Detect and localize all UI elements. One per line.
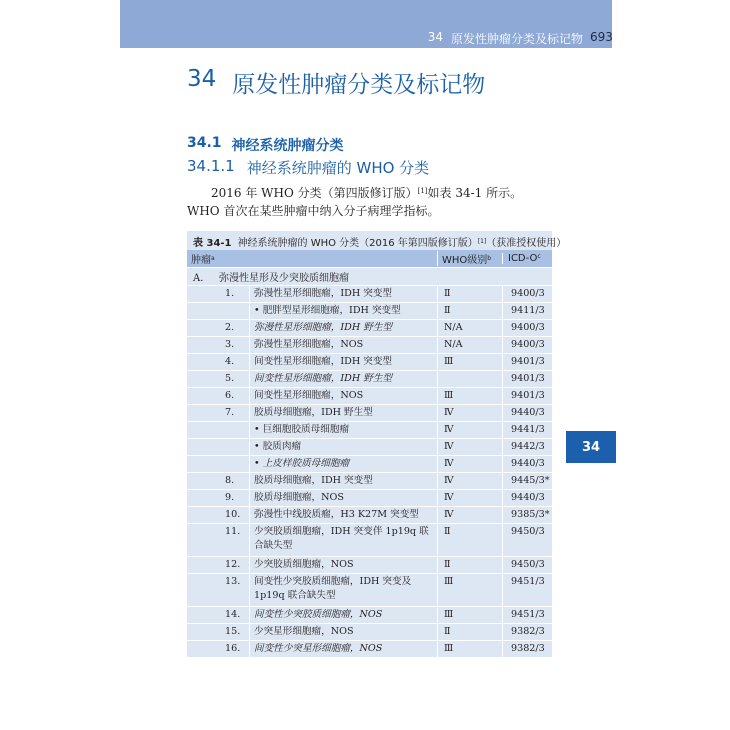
- row-number: 14.: [219, 607, 249, 623]
- chapter-side-tab: 34: [566, 431, 616, 463]
- chapter-title: [187, 66, 485, 99]
- row-number: 7.: [219, 405, 249, 421]
- section-text: 神经系统肿瘤分类: [231, 138, 344, 154]
- row-tumor-name: 少突胶质细胞瘤，IDH 突变伴 1p19q 联合缺失型: [249, 524, 437, 556]
- table-group-row: [187, 268, 552, 286]
- row-number: 1.: [219, 286, 249, 302]
- table-caption-label: 表 34-1: [193, 238, 232, 249]
- row-icd-code: 9440/3: [502, 405, 552, 421]
- row-indent: [187, 320, 219, 336]
- header-grade: WHO级别$^b$: [437, 251, 502, 266]
- header-icd: ICD-$O^c$: [502, 253, 552, 264]
- row-icd-code: 9442/3: [502, 439, 552, 455]
- row-who-grade: Ⅲ: [437, 388, 502, 404]
- row-number: [219, 303, 249, 319]
- chapter-title-text: 原发性肿瘤分类及标记物: [232, 72, 486, 98]
- group-letter: A．: [193, 273, 211, 284]
- row-tumor-name: 间变性星形细胞瘤，IDH 野生型: [249, 371, 437, 387]
- row-who-grade: N/A: [437, 320, 502, 336]
- row-who-grade: N/A: [437, 337, 502, 353]
- row-number: 2.: [219, 320, 249, 336]
- row-indent: [187, 574, 219, 606]
- row-who-grade: Ⅳ: [437, 422, 502, 438]
- running-header: [428, 30, 583, 47]
- row-icd-code: 9441/3: [502, 422, 552, 438]
- table-header: [187, 250, 552, 268]
- row-number: 12.: [219, 557, 249, 573]
- row-who-grade: Ⅳ: [437, 507, 502, 523]
- row-number: 9.: [219, 490, 249, 506]
- header-chapter-name: 原发性肿瘤分类及标记物: [450, 32, 583, 46]
- row-icd-code: 9440/3: [502, 456, 552, 472]
- paragraph-after: 如表 34-1 所示。WHO 首次在某些肿瘤中纳入分子病理学指标。: [187, 186, 523, 218]
- row-who-grade: Ⅱ: [437, 286, 502, 302]
- row-icd-code: 9401/3: [502, 371, 552, 387]
- table-row: [187, 507, 552, 524]
- row-tumor-name: • 巨细胞胶质母细胞瘤: [249, 422, 437, 438]
- subsection-text: 神经系统肿瘤的 WHO 分类: [246, 159, 430, 177]
- row-tumor-name: 间变性少突星形细胞瘤，NOS: [249, 641, 437, 657]
- row-who-grade: Ⅱ: [437, 303, 502, 319]
- row-indent: [187, 557, 219, 573]
- row-icd-code: 9385/3*: [502, 507, 552, 523]
- row-indent: [187, 286, 219, 302]
- row-who-grade: Ⅳ: [437, 473, 502, 489]
- table-row: [187, 337, 552, 354]
- section-heading: [187, 135, 344, 155]
- table-row: [187, 456, 552, 473]
- table-row: [187, 405, 552, 422]
- row-tumor-name: 间变性少突胶质细胞瘤，IDH 突变及 1p19q 联合缺失型: [249, 574, 437, 606]
- row-who-grade: Ⅳ: [437, 405, 502, 421]
- table-row: [187, 388, 552, 405]
- header-tumor: 肿瘤$^a$: [191, 255, 215, 266]
- row-who-grade: Ⅳ: [437, 456, 502, 472]
- row-indent: [187, 354, 219, 370]
- row-tumor-name: 少突胶质细胞瘤，NOS: [249, 557, 437, 573]
- row-icd-code: 9382/3: [502, 641, 552, 657]
- row-who-grade: [437, 371, 502, 387]
- row-icd-code: 9401/3: [502, 354, 552, 370]
- row-indent: [187, 641, 219, 657]
- row-who-grade: Ⅱ: [437, 557, 502, 573]
- row-number: 10.: [219, 507, 249, 523]
- row-tumor-name: 弥漫性星形细胞瘤，IDH 突变型: [249, 286, 437, 302]
- row-indent: [187, 388, 219, 404]
- row-tumor-name: 间变性星形细胞瘤，IDH 突变型: [249, 354, 437, 370]
- table-row: [187, 439, 552, 456]
- row-tumor-name: • 肥胖型星形细胞瘤，IDH 突变型: [249, 303, 437, 319]
- paragraph-ref: [1]: [417, 187, 428, 195]
- row-who-grade: Ⅱ: [437, 624, 502, 640]
- row-icd-code: 9401/3: [502, 388, 552, 404]
- table-caption: [187, 231, 567, 250]
- table-row: [187, 624, 552, 641]
- row-tumor-name: • 上皮样胶质母细胞瘤: [249, 456, 437, 472]
- chapter-title-num: 34: [187, 66, 217, 92]
- row-icd-code: 9411/3: [502, 303, 552, 319]
- row-icd-code: 9451/3: [502, 574, 552, 606]
- row-number: 16.: [219, 641, 249, 657]
- row-who-grade: Ⅲ: [437, 641, 502, 657]
- row-who-grade: Ⅲ: [437, 574, 502, 606]
- row-number: 5.: [219, 371, 249, 387]
- table-row: [187, 574, 552, 607]
- table-row: [187, 524, 552, 557]
- row-icd-code: 9440/3: [502, 490, 552, 506]
- row-who-grade: Ⅲ: [437, 354, 502, 370]
- row-icd-code: 9445/3*: [502, 473, 552, 489]
- table-row: [187, 641, 552, 658]
- row-number: 4.: [219, 354, 249, 370]
- row-indent: [187, 371, 219, 387]
- row-indent: [187, 439, 219, 455]
- table-row: [187, 371, 552, 388]
- row-tumor-name: 间变性少突胶质细胞瘤，NOS: [249, 607, 437, 623]
- row-icd-code: 9451/3: [502, 607, 552, 623]
- row-indent: [187, 624, 219, 640]
- row-indent: [187, 507, 219, 523]
- row-who-grade: Ⅳ: [437, 439, 502, 455]
- row-icd-code: 9450/3: [502, 524, 552, 556]
- row-tumor-name: 弥漫性中线胶质瘤，H3 K27M 突变型: [249, 507, 437, 523]
- row-who-grade: Ⅲ: [437, 607, 502, 623]
- row-icd-code: 9400/3: [502, 337, 552, 353]
- row-indent: [187, 490, 219, 506]
- row-tumor-name: 少突星形细胞瘤，NOS: [249, 624, 437, 640]
- row-number: 13.: [219, 574, 249, 606]
- row-indent: [187, 524, 219, 556]
- row-tumor-name: 胶质母细胞瘤，IDH 野生型: [249, 405, 437, 421]
- row-icd-code: 9382/3: [502, 624, 552, 640]
- row-indent: [187, 337, 219, 353]
- table-row: [187, 490, 552, 507]
- row-who-grade: Ⅳ: [437, 490, 502, 506]
- subsection-num: 34.1.1: [187, 157, 235, 175]
- subsection-heading: [187, 157, 429, 178]
- header-chapter-num: 34: [427, 30, 443, 44]
- table-row: [187, 354, 552, 371]
- row-number: [219, 422, 249, 438]
- table-row: [187, 607, 552, 624]
- table-caption-text: 神经系统肿瘤的 WHO 分类（2016 年第四版修订版）: [237, 238, 478, 249]
- row-icd-code: 9400/3: [502, 320, 552, 336]
- row-tumor-name: • 胶质肉瘤: [249, 439, 437, 455]
- table-row: [187, 320, 552, 337]
- table-row: [187, 303, 552, 320]
- table-row: [187, 557, 552, 574]
- row-indent: [187, 456, 219, 472]
- row-indent: [187, 607, 219, 623]
- row-indent: [187, 422, 219, 438]
- section-num: 34.1: [187, 135, 222, 151]
- page-number: 693: [590, 30, 613, 44]
- row-who-grade: Ⅱ: [437, 524, 502, 556]
- table-caption-ref: [1]: [477, 238, 487, 245]
- row-number: 15.: [219, 624, 249, 640]
- row-tumor-name: 弥漫性星形细胞瘤，IDH 野生型: [249, 320, 437, 336]
- row-tumor-name: 间变性星形细胞瘤，NOS: [249, 388, 437, 404]
- body-paragraph: [187, 182, 552, 220]
- row-number: 11.: [219, 524, 249, 556]
- table-body: [187, 286, 552, 658]
- row-number: [219, 439, 249, 455]
- row-number: 3.: [219, 337, 249, 353]
- row-number: 6.: [219, 388, 249, 404]
- row-icd-code: 9400/3: [502, 286, 552, 302]
- row-number: [219, 456, 249, 472]
- table-row: [187, 286, 552, 303]
- row-indent: [187, 303, 219, 319]
- row-indent: [187, 405, 219, 421]
- row-icd-code: 9450/3: [502, 557, 552, 573]
- who-classification-table: [187, 231, 567, 654]
- row-tumor-name: 胶质母细胞瘤，IDH 突变型: [249, 473, 437, 489]
- paragraph-before: 2016 年 WHO 分类（第四版修订版）: [211, 186, 418, 200]
- row-tumor-name: 弥漫性星形细胞瘤，NOS: [249, 337, 437, 353]
- table-caption-note: （获准授权使用）: [486, 238, 567, 249]
- row-tumor-name: 胶质母细胞瘤，NOS: [249, 490, 437, 506]
- table-row: [187, 422, 552, 439]
- row-indent: [187, 473, 219, 489]
- table-row: [187, 473, 552, 490]
- group-name: 弥漫性星形及少突胶质细胞瘤: [219, 273, 349, 284]
- row-number: 8.: [219, 473, 249, 489]
